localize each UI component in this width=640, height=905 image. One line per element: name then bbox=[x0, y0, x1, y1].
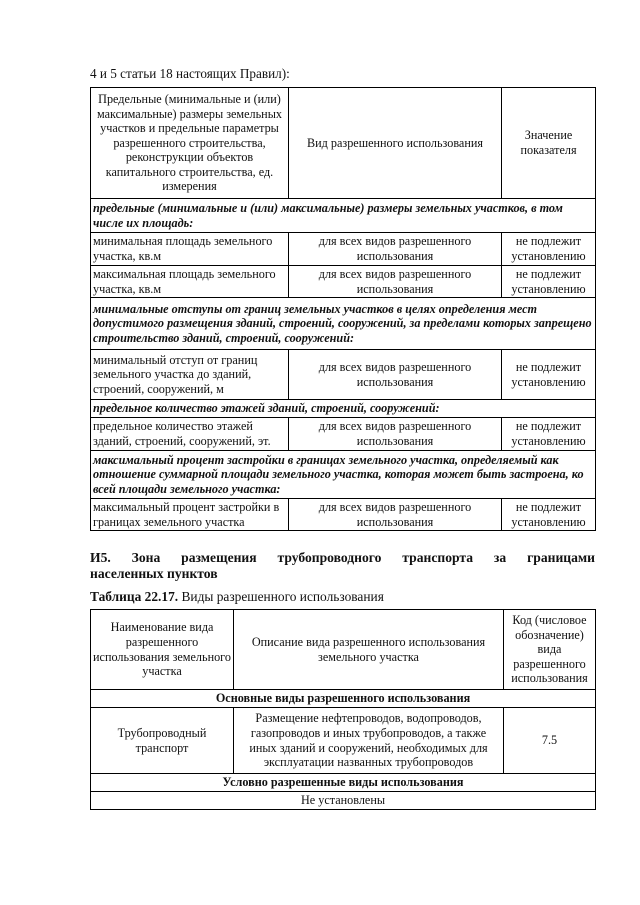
usage-type: для всех видов разрешенного использования bbox=[289, 350, 502, 400]
parameter-value: не подлежит установлению bbox=[502, 499, 596, 531]
section-row bbox=[91, 199, 596, 233]
section-row bbox=[91, 451, 596, 499]
table-caption bbox=[90, 589, 384, 605]
parameter-value: не подлежит установлению bbox=[502, 233, 596, 266]
header-cell: Вид разрешенного использования bbox=[289, 88, 502, 199]
section-title: минимальные отступы от границ земельных участков в целях определения мест допустимого размещения зданий, строений, сооружений, за пределами которых запрещено строительство зданий, строений, сооружений: bbox=[91, 298, 596, 350]
parameter-value: не подлежит установлению bbox=[502, 350, 596, 400]
table-row bbox=[91, 418, 596, 451]
table-row bbox=[91, 233, 596, 266]
usage-type: для всех видов разрешенного использования bbox=[289, 499, 502, 531]
table-row bbox=[91, 792, 596, 810]
conditional-value: Не установлены bbox=[91, 792, 596, 810]
usage-type: для всех видов разрешенного использования bbox=[289, 266, 502, 298]
table-header-row bbox=[91, 610, 596, 690]
zone-heading-continued: населенных пунктов bbox=[90, 566, 218, 581]
table-caption-text: Виды разрешенного использования bbox=[178, 589, 384, 604]
usage-code: 7.5 bbox=[504, 708, 596, 774]
section-title: предельные (минимальные и (или) максимальные) размеры земельных участков, в том числе их площадь: bbox=[91, 199, 596, 233]
table-row bbox=[91, 499, 596, 531]
section-row bbox=[91, 690, 596, 708]
section-title: максимальный процент застройки в границах земельного участка, определяемый как отношение суммарной площади земельного участка, которая может быть застроена, ко всей площади земельного участка: bbox=[91, 451, 596, 499]
parameter-name: минимальная площадь земельного участка, кв.м bbox=[91, 233, 289, 266]
zone-heading: И5. Зона размещения трубопроводного транспорта за границами bbox=[90, 550, 595, 565]
usage-description: Размещение нефтепроводов, водопроводов, газопроводов и иных трубопроводов, а также иных зданий и сооружений, необходимых для эксплуатации названных трубопроводов bbox=[234, 708, 504, 774]
header-cell: Код (числовое обозначение) вида разрешенного использования bbox=[504, 610, 596, 690]
header-cell: Значение показателя bbox=[502, 88, 596, 199]
section-row bbox=[91, 774, 596, 792]
header-cell: Наименование вида разрешенного использования земельного участка bbox=[91, 610, 234, 690]
intro-text: 4 и 5 статьи 18 настоящих Правил): bbox=[90, 66, 290, 81]
table-row bbox=[91, 708, 596, 774]
usage-type: для всех видов разрешенного использования bbox=[289, 233, 502, 266]
table-header-row bbox=[91, 88, 596, 199]
table-caption-label: Таблица 22.17. bbox=[90, 589, 179, 604]
main-section-title: Основные виды разрешенного использования bbox=[91, 690, 596, 708]
section-row bbox=[91, 400, 596, 418]
parameter-value: не подлежит установлению bbox=[502, 266, 596, 298]
conditional-section-title: Условно разрешенные виды использования bbox=[91, 774, 596, 792]
header-cell: Предельные (минимальные и (или) максимальные) размеры земельных участков и предельные параметры разрешенного строительства, реконструкции объектов капитального строительства, ед. измерения bbox=[91, 88, 289, 199]
usage-type: для всех видов разрешенного использования bbox=[289, 418, 502, 451]
table-row bbox=[91, 350, 596, 400]
usage-types-table bbox=[90, 609, 596, 810]
parameter-name: максимальная площадь земельного участка, кв.м bbox=[91, 266, 289, 298]
header-cell: Описание вида разрешенного использования земельного участка bbox=[234, 610, 504, 690]
parameter-name: предельное количество этажей зданий, строений, сооружений, эт. bbox=[91, 418, 289, 451]
parameter-name: минимальный отступ от границ земельного участка до зданий, строений, сооружений, м bbox=[91, 350, 289, 400]
section-title: предельное количество этажей зданий, строений, сооружений: bbox=[91, 400, 596, 418]
usage-name: Трубопроводный транспорт bbox=[91, 708, 234, 774]
table-row bbox=[91, 266, 596, 298]
section-row bbox=[91, 298, 596, 350]
parameter-value: не подлежит установлению bbox=[502, 418, 596, 451]
parameters-table bbox=[90, 87, 596, 531]
parameter-name: максимальный процент застройки в границах земельного участка bbox=[91, 499, 289, 531]
